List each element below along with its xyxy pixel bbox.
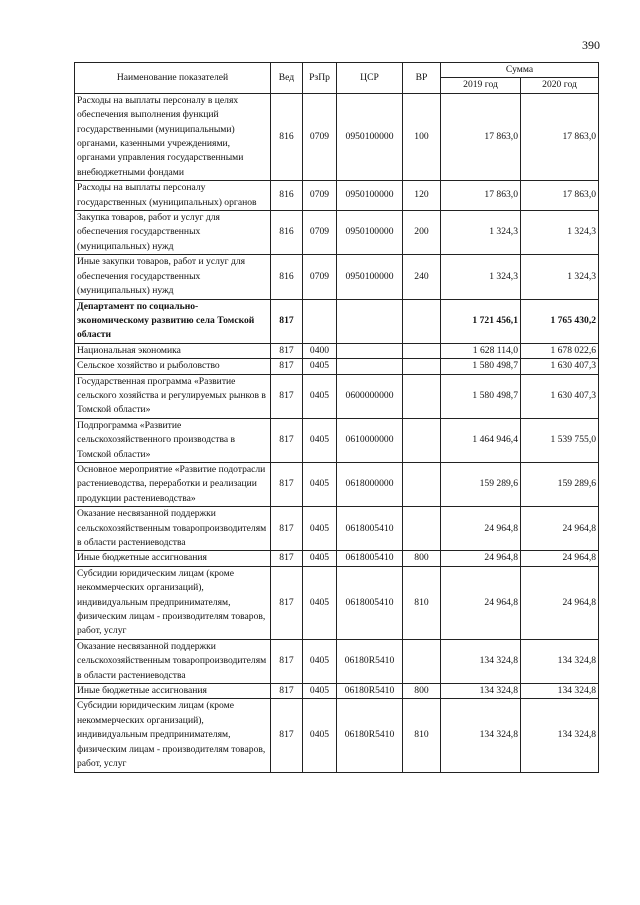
cell-rzpr: 0405: [303, 684, 337, 699]
header-year-2020: 2020 год: [521, 78, 599, 93]
cell-sum-2020: 24 964,8: [521, 566, 599, 639]
cell-vr: 200: [403, 211, 441, 255]
cell-ved: 817: [271, 507, 303, 551]
cell-ved: 816: [271, 255, 303, 299]
cell-ved: 816: [271, 181, 303, 211]
table-row: [75, 639, 599, 683]
cell-csr: 0618005410: [337, 566, 403, 639]
cell-vr: [403, 639, 441, 683]
header-ved: Вед: [271, 63, 303, 94]
table-row: [75, 93, 599, 180]
cell-sum-2020: 1 630 407,3: [521, 359, 599, 374]
table-row: [75, 551, 599, 566]
cell-sum-2020: 134 324,8: [521, 699, 599, 772]
cell-vr: [403, 343, 441, 358]
cell-sum-2020: 24 964,8: [521, 551, 599, 566]
cell-name: Субсидии юридическим лицам (кроме некоммерческих организаций), индивидуальным предпринимателям, физическим лицам - производителям товаров, работ, услуг: [75, 566, 271, 639]
table-row: [75, 359, 599, 374]
cell-ved: 817: [271, 684, 303, 699]
cell-csr: 0950100000: [337, 255, 403, 299]
header-csr: ЦСР: [337, 63, 403, 94]
cell-name: Департамент по социально-экономическому развитию села Томской области: [75, 299, 271, 343]
cell-sum-2019: 17 863,0: [441, 93, 521, 180]
header-vr: ВР: [403, 63, 441, 94]
cell-vr: 240: [403, 255, 441, 299]
cell-rzpr: 0405: [303, 507, 337, 551]
cell-sum-2019: 1 580 498,7: [441, 359, 521, 374]
cell-csr: 0618005410: [337, 551, 403, 566]
cell-ved: 817: [271, 462, 303, 506]
cell-rzpr: 0709: [303, 211, 337, 255]
cell-rzpr: 0405: [303, 462, 337, 506]
cell-ved: 817: [271, 343, 303, 358]
cell-csr: 0950100000: [337, 181, 403, 211]
table-row: [75, 299, 599, 343]
cell-sum-2019: 24 964,8: [441, 566, 521, 639]
cell-vr: 800: [403, 684, 441, 699]
cell-ved: 817: [271, 566, 303, 639]
cell-csr: 0618000000: [337, 462, 403, 506]
cell-vr: [403, 299, 441, 343]
table-row: [75, 699, 599, 772]
cell-sum-2020: 1 678 022,6: [521, 343, 599, 358]
cell-sum-2019: 17 863,0: [441, 181, 521, 211]
cell-sum-2020: 17 863,0: [521, 181, 599, 211]
cell-name: Субсидии юридическим лицам (кроме некоммерческих организаций), индивидуальным предпринимателям, физическим лицам - производителям товаров, работ, услуг: [75, 699, 271, 772]
cell-csr: 0950100000: [337, 93, 403, 180]
cell-sum-2020: 24 964,8: [521, 507, 599, 551]
cell-name: Иные бюджетные ассигнования: [75, 684, 271, 699]
table-row: [75, 684, 599, 699]
cell-ved: 817: [271, 374, 303, 418]
cell-sum-2019: 1 628 114,0: [441, 343, 521, 358]
cell-sum-2019: 1 324,3: [441, 211, 521, 255]
cell-sum-2019: 159 289,6: [441, 462, 521, 506]
cell-sum-2019: 134 324,8: [441, 684, 521, 699]
cell-ved: 817: [271, 551, 303, 566]
cell-csr: 0950100000: [337, 211, 403, 255]
cell-csr: 0600000000: [337, 374, 403, 418]
cell-csr: 0618005410: [337, 507, 403, 551]
cell-csr: 06180R5410: [337, 699, 403, 772]
cell-csr: 06180R5410: [337, 684, 403, 699]
header-year-2019: 2019 год: [441, 78, 521, 93]
header-name: Наименование показателей: [75, 63, 271, 94]
cell-sum-2019: 1 324,3: [441, 255, 521, 299]
table-row: [75, 255, 599, 299]
cell-vr: [403, 418, 441, 462]
cell-rzpr: 0405: [303, 551, 337, 566]
cell-name: Оказание несвязанной поддержки сельскохозяйственным товаропроизводителям в области растениеводства: [75, 639, 271, 683]
cell-rzpr: 0405: [303, 359, 337, 374]
cell-rzpr: 0709: [303, 181, 337, 211]
table-body: [75, 93, 599, 772]
cell-sum-2020: 1 630 407,3: [521, 374, 599, 418]
cell-sum-2020: 1 324,3: [521, 255, 599, 299]
cell-sum-2020: 1 324,3: [521, 211, 599, 255]
cell-vr: [403, 462, 441, 506]
table-header: [75, 63, 599, 94]
cell-vr: 120: [403, 181, 441, 211]
cell-sum-2020: 134 324,8: [521, 684, 599, 699]
cell-ved: 817: [271, 418, 303, 462]
cell-sum-2020: 134 324,8: [521, 639, 599, 683]
cell-rzpr: 0405: [303, 566, 337, 639]
cell-rzpr: 0405: [303, 639, 337, 683]
cell-name: Оказание несвязанной поддержки сельскохозяйственным товаропроизводителям в области растениеводства: [75, 507, 271, 551]
cell-vr: 100: [403, 93, 441, 180]
cell-vr: [403, 359, 441, 374]
cell-name: Иные закупки товаров, работ и услуг для обеспечения государственных (муниципальных) нужд: [75, 255, 271, 299]
header-rzpr: РзПр: [303, 63, 337, 94]
cell-ved: 816: [271, 93, 303, 180]
table-row: [75, 462, 599, 506]
cell-sum-2019: 1 464 946,4: [441, 418, 521, 462]
cell-name: Сельское хозяйство и рыболовство: [75, 359, 271, 374]
table-row: [75, 507, 599, 551]
cell-rzpr: 0400: [303, 343, 337, 358]
cell-name: Иные бюджетные ассигнования: [75, 551, 271, 566]
cell-name: Основное мероприятие «Развитие подотрасли растениеводства, переработки и реализации продукции растениеводства»: [75, 462, 271, 506]
cell-name: Расходы на выплаты персоналу государственных (муниципальных) органов: [75, 181, 271, 211]
cell-name: Национальная экономика: [75, 343, 271, 358]
cell-name: Государственная программа «Развитие сельского хозяйства и регулируемых рынков в Томской области»: [75, 374, 271, 418]
cell-rzpr: 0405: [303, 374, 337, 418]
cell-sum-2019: 24 964,8: [441, 551, 521, 566]
table-row: [75, 181, 599, 211]
cell-sum-2019: 24 964,8: [441, 507, 521, 551]
cell-vr: 800: [403, 551, 441, 566]
cell-csr: [337, 299, 403, 343]
table-row: [75, 211, 599, 255]
cell-sum-2019: 1 580 498,7: [441, 374, 521, 418]
cell-csr: 06180R5410: [337, 639, 403, 683]
cell-csr: [337, 359, 403, 374]
cell-csr: 0610000000: [337, 418, 403, 462]
table-row: [75, 343, 599, 358]
cell-vr: [403, 374, 441, 418]
table-row: [75, 418, 599, 462]
cell-rzpr: 0709: [303, 255, 337, 299]
table-row: [75, 566, 599, 639]
cell-csr: [337, 343, 403, 358]
cell-sum-2019: 134 324,8: [441, 699, 521, 772]
cell-ved: 817: [271, 699, 303, 772]
budget-table: [74, 62, 599, 773]
cell-ved: 817: [271, 299, 303, 343]
cell-name: Расходы на выплаты персоналу в целях обеспечения выполнения функций государственными (муниципальными) органами, казенными учреждениями, органами управления государственными внебюджетными фондами: [75, 93, 271, 180]
table-row: [75, 374, 599, 418]
cell-sum-2020: 1 539 755,0: [521, 418, 599, 462]
cell-sum-2019: 1 721 456,1: [441, 299, 521, 343]
cell-ved: 816: [271, 211, 303, 255]
cell-vr: 810: [403, 699, 441, 772]
cell-rzpr: 0405: [303, 418, 337, 462]
cell-name: Закупка товаров, работ и услуг для обеспечения государственных (муниципальных) нужд: [75, 211, 271, 255]
cell-sum-2020: 1 765 430,2: [521, 299, 599, 343]
cell-rzpr: 0709: [303, 93, 337, 180]
cell-rzpr: [303, 299, 337, 343]
cell-ved: 817: [271, 359, 303, 374]
cell-sum-2020: 17 863,0: [521, 93, 599, 180]
cell-vr: 810: [403, 566, 441, 639]
cell-vr: [403, 507, 441, 551]
page-number: 390: [582, 38, 600, 52]
header-sum: Сумма: [441, 63, 599, 78]
cell-rzpr: 0405: [303, 699, 337, 772]
cell-ved: 817: [271, 639, 303, 683]
cell-name: Подпрограмма «Развитие сельскохозяйственного производства в Томской области»: [75, 418, 271, 462]
cell-sum-2019: 134 324,8: [441, 639, 521, 683]
cell-sum-2020: 159 289,6: [521, 462, 599, 506]
